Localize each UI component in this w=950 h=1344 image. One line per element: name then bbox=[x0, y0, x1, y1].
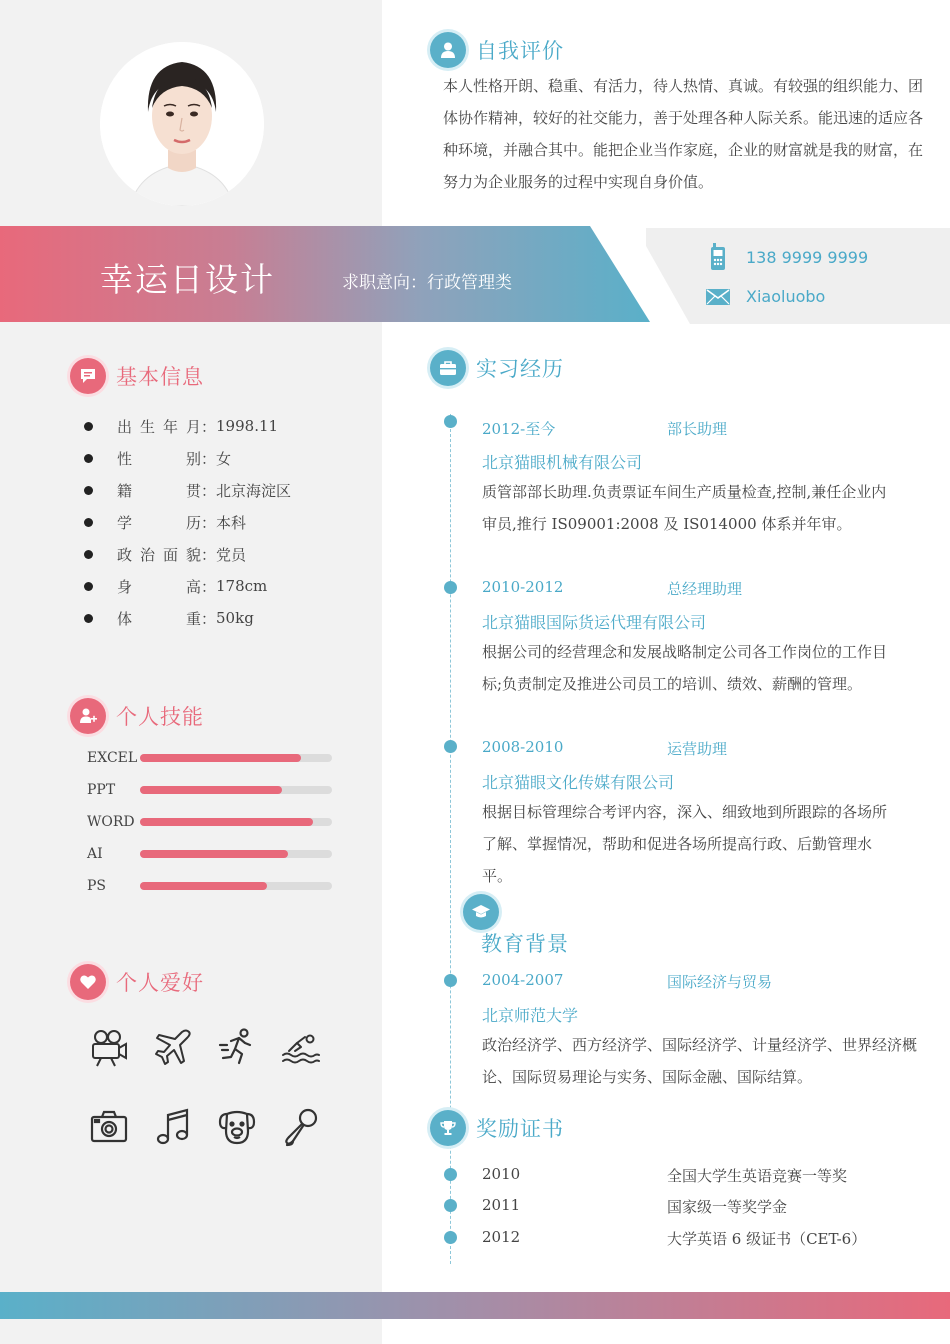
skills-list bbox=[87, 742, 332, 902]
footer-bar bbox=[0, 1292, 950, 1319]
info-item: 性别 ： 女 bbox=[84, 442, 291, 474]
contact-email bbox=[706, 287, 825, 306]
timeline-dot bbox=[444, 581, 457, 594]
running-icon bbox=[214, 1024, 260, 1070]
hobby-icons bbox=[86, 1024, 342, 1150]
award-year: 2012 bbox=[482, 1228, 521, 1246]
dog-icon bbox=[214, 1104, 260, 1150]
skill-row: PPT bbox=[87, 774, 332, 806]
self-eval-heading: 自我评价 bbox=[430, 32, 564, 68]
user-add-icon bbox=[70, 698, 106, 734]
internship-heading: 实习经历 bbox=[430, 350, 564, 386]
award-name: 国家级一等奖学金 bbox=[667, 1198, 788, 1216]
basic-info-heading: 基本信息 bbox=[70, 358, 204, 394]
graduation-cap-icon bbox=[463, 894, 499, 930]
avatar bbox=[100, 42, 264, 206]
skill-bar bbox=[140, 882, 267, 890]
skills-heading: 个人技能 bbox=[70, 698, 204, 734]
skill-row: PS bbox=[87, 870, 332, 902]
heart-icon bbox=[70, 964, 106, 1000]
internship-desc: 根据目标管理综合考评内容，深入、细致地到所跟踪的各场所了解、掌握情况，帮助和促进各场所提高行政、后勤管理水平。 bbox=[482, 803, 888, 885]
user-icon bbox=[430, 32, 466, 68]
skill-row: AI bbox=[87, 838, 332, 870]
internship-company: 北京猫眼机械有限公司 bbox=[482, 453, 643, 472]
camera-icon bbox=[86, 1104, 132, 1150]
candidate-name: 幸运日设计 bbox=[100, 260, 275, 299]
skill-row: EXCEL bbox=[87, 742, 332, 774]
internship-company: 北京猫眼国际货运代理有限公司 bbox=[482, 613, 707, 632]
awards-heading: 奖励证书 bbox=[430, 1110, 564, 1146]
email-value: Xiaoluobo bbox=[746, 287, 826, 306]
mail-icon bbox=[706, 289, 730, 305]
self-eval-text: 本人性格开朗、稳重、有活力，待人热情、真诚。有较强的组织能力、团体协作精神，较好的社交能力，善于处理各种人际关系。能迅速的适应各种环境，并融合其中。能把企业当作家庭，企业的财富就是我的财富，在努力为企业服务的过程中实现自身价值。 bbox=[443, 77, 924, 191]
phone-number: 138 9999 9999 bbox=[746, 247, 869, 267]
award-name: 全国大学生英语竞赛一等奖 bbox=[667, 1167, 848, 1185]
info-item: 出生年月 ： 1998.11 bbox=[84, 410, 291, 442]
education-period: 2004-2007 bbox=[482, 971, 564, 989]
header-banner bbox=[0, 226, 650, 322]
info-item: 学历 ： 本科 bbox=[84, 506, 291, 538]
internship-company: 北京猫眼文化传媒有限公司 bbox=[482, 773, 675, 792]
internship-period: 2010-2012 bbox=[482, 578, 564, 596]
music-note-icon bbox=[150, 1104, 196, 1150]
skill-row: WORD bbox=[87, 806, 332, 838]
internship-desc: 质管部部长助理.负责票证车间生产质量检查,控制,兼任企业内审员,推行 IS09001:2008 及 IS014000 体系并年审。 bbox=[482, 483, 887, 533]
internship-role: 部长助理 bbox=[667, 420, 728, 438]
contact-phone bbox=[706, 243, 868, 271]
film-camera-icon bbox=[86, 1024, 132, 1070]
internship-desc: 根据公司的经营理念和发展战略制定公司各工作岗位的工作目标;负责制定及推进公司员工的培训、绩效、薪酬的管理。 bbox=[482, 643, 888, 693]
internship-role: 总经理助理 bbox=[667, 580, 743, 598]
internship-period: 2008-2010 bbox=[482, 738, 564, 756]
timeline-dot bbox=[444, 1199, 457, 1212]
info-item: 籍贯 ： 北京海淀区 bbox=[84, 474, 291, 506]
education-school: 北京师范大学 bbox=[482, 1006, 579, 1025]
timeline-dot bbox=[444, 974, 457, 987]
briefcase-icon bbox=[430, 350, 466, 386]
phone-icon bbox=[706, 243, 730, 271]
swimming-icon bbox=[278, 1024, 324, 1070]
info-item: 政治面貌 ： 党员 bbox=[84, 538, 291, 570]
info-item: 身高 ： 178cm bbox=[84, 570, 291, 602]
skill-bar bbox=[140, 786, 282, 794]
job-intent: 求职意向：行政管理类 bbox=[342, 273, 512, 293]
microphone-icon bbox=[278, 1104, 324, 1150]
basic-info-list bbox=[84, 410, 291, 634]
award-year: 2011 bbox=[482, 1196, 521, 1214]
airplane-icon bbox=[150, 1024, 196, 1070]
award-year: 2010 bbox=[482, 1165, 521, 1183]
skill-bar bbox=[140, 850, 288, 858]
education-major: 国际经济与贸易 bbox=[667, 973, 773, 991]
education-heading: 教育背景 bbox=[481, 932, 569, 956]
trophy-icon bbox=[430, 1110, 466, 1146]
footer-sidebar-strip bbox=[0, 1319, 382, 1344]
hobbies-heading: 个人爱好 bbox=[70, 964, 204, 1000]
timeline-dot bbox=[444, 415, 457, 428]
timeline-dot bbox=[444, 1231, 457, 1244]
internship-period: 2012-至今 bbox=[482, 420, 556, 438]
education-desc: 政治经济学、西方经济学、国际经济学、计量经济学、世界经济概论、国际贸易理论与实务、国际金融、国际结算。 bbox=[482, 1036, 918, 1086]
skill-bar bbox=[140, 754, 301, 762]
internship-role: 运营助理 bbox=[667, 740, 728, 758]
skill-bar bbox=[140, 818, 313, 826]
message-icon bbox=[70, 358, 106, 394]
award-name: 大学英语 6 级证书（CET-6） bbox=[667, 1230, 867, 1248]
timeline-dot bbox=[444, 1168, 457, 1181]
info-item: 体重 ： 50kg bbox=[84, 602, 291, 634]
timeline-dot bbox=[444, 740, 457, 753]
